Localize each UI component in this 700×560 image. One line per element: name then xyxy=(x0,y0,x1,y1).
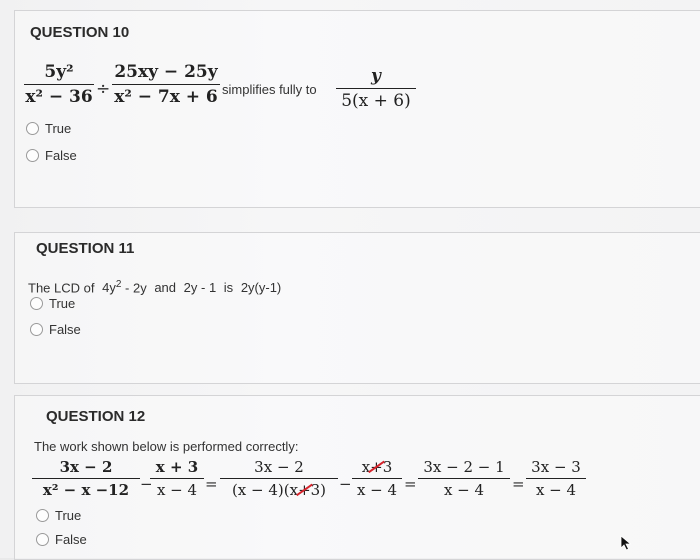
option-label: True xyxy=(55,508,82,523)
radio-button[interactable] xyxy=(36,509,49,522)
q12-f2-denominator: x − 4 xyxy=(156,481,198,499)
radio-button[interactable] xyxy=(30,297,43,310)
q12-f1-numerator: 3x − 2 xyxy=(59,458,113,476)
q12-f4-denominator: x − 4 xyxy=(356,481,398,499)
question-12-title: QUESTION 12 xyxy=(46,408,146,425)
radio-button[interactable] xyxy=(30,323,43,336)
option-label: False xyxy=(49,322,81,337)
q11-term2: 2y - 1 xyxy=(183,280,217,296)
q10-frac2-numerator: 25xy − 25y xyxy=(114,62,218,82)
q11-option-false[interactable] xyxy=(30,322,81,337)
q12-f6-denominator: x − 4 xyxy=(535,481,577,499)
mouse-pointer-icon xyxy=(620,535,632,551)
q10-frac2-denominator: x² − 7x + 6 xyxy=(114,87,218,107)
q12-f3-den-part-b: 3) xyxy=(310,481,327,499)
option-label: True xyxy=(45,121,72,136)
q12-fraction-5 xyxy=(418,458,510,499)
question-11-title: QUESTION 11 xyxy=(36,240,135,257)
q10-option-false[interactable] xyxy=(26,148,77,163)
radio-button[interactable] xyxy=(26,149,39,162)
q12-f5-numerator: 3x − 2 − 1 xyxy=(423,458,505,476)
q10-statement: simplifies fully to xyxy=(222,82,317,97)
q11-and: and xyxy=(154,280,177,296)
q12-f2-numerator: x + 3 xyxy=(155,458,199,476)
q12-equals-3: = xyxy=(512,475,525,493)
q12-f6-numerator: 3x − 3 xyxy=(531,458,581,476)
q10-option-true[interactable] xyxy=(26,121,71,136)
q12-f1-denominator: x² − x −12 xyxy=(42,481,130,499)
q12-minus-2: − xyxy=(339,475,352,493)
q10-fraction-2 xyxy=(112,62,220,107)
q11-result: 2y(y-1) xyxy=(240,280,282,296)
q10-divide-sign: ÷ xyxy=(96,79,111,99)
q12-fraction-1 xyxy=(32,458,140,499)
q12-option-false[interactable] xyxy=(36,532,87,547)
q11-statement xyxy=(28,279,281,295)
option-label: True xyxy=(49,296,76,311)
radio-button[interactable] xyxy=(36,533,49,546)
q12-statement: The work shown below is performed correctly: xyxy=(34,439,299,454)
q12-f4-num-part-b: 3 xyxy=(382,458,393,476)
q11-prefix: The LCD of xyxy=(28,280,95,296)
q10-frac1-denominator: x² − 36 xyxy=(25,87,93,107)
q12-fraction-6 xyxy=(526,458,586,499)
q10-fraction-1 xyxy=(24,62,94,107)
q12-fraction-3 xyxy=(220,458,338,499)
option-label: False xyxy=(45,148,77,163)
q12-f3-den-struck-plus: + xyxy=(298,481,311,499)
q12-f3-numerator: 3x − 2 xyxy=(254,458,304,476)
q12-f4-num-part-a: x xyxy=(361,458,371,476)
q12-minus-1: − xyxy=(140,475,153,493)
option-label: False xyxy=(55,532,87,547)
q10-frac3-numerator: y xyxy=(371,66,381,86)
q11-term1-rest: - 2y xyxy=(125,280,147,296)
q12-f3-denominator xyxy=(220,481,338,499)
q12-equals-2: = xyxy=(404,475,417,493)
q11-term1-exponent: 2 xyxy=(115,279,122,290)
q10-frac3-denominator: 5(x + 6) xyxy=(341,91,411,111)
q12-equals-1: = xyxy=(205,475,218,493)
q11-term1-base: 4y xyxy=(102,280,116,296)
q12-f4-num-struck-plus: + xyxy=(370,458,383,476)
q10-frac1-numerator: 5y² xyxy=(44,62,74,82)
q11-option-true[interactable] xyxy=(30,296,75,311)
q12-f3-den-part-a: (x − 4)(x xyxy=(231,481,299,499)
question-10-title: QUESTION 10 xyxy=(30,24,130,41)
q12-fraction-2 xyxy=(150,458,204,499)
q11-is: is xyxy=(223,280,234,296)
q12-fraction-4 xyxy=(352,458,402,499)
q12-f5-denominator: x − 4 xyxy=(443,481,485,499)
q10-fraction-3 xyxy=(336,66,416,111)
q12-f4-numerator xyxy=(352,458,402,476)
radio-button[interactable] xyxy=(26,122,39,135)
q12-option-true[interactable] xyxy=(36,508,81,523)
